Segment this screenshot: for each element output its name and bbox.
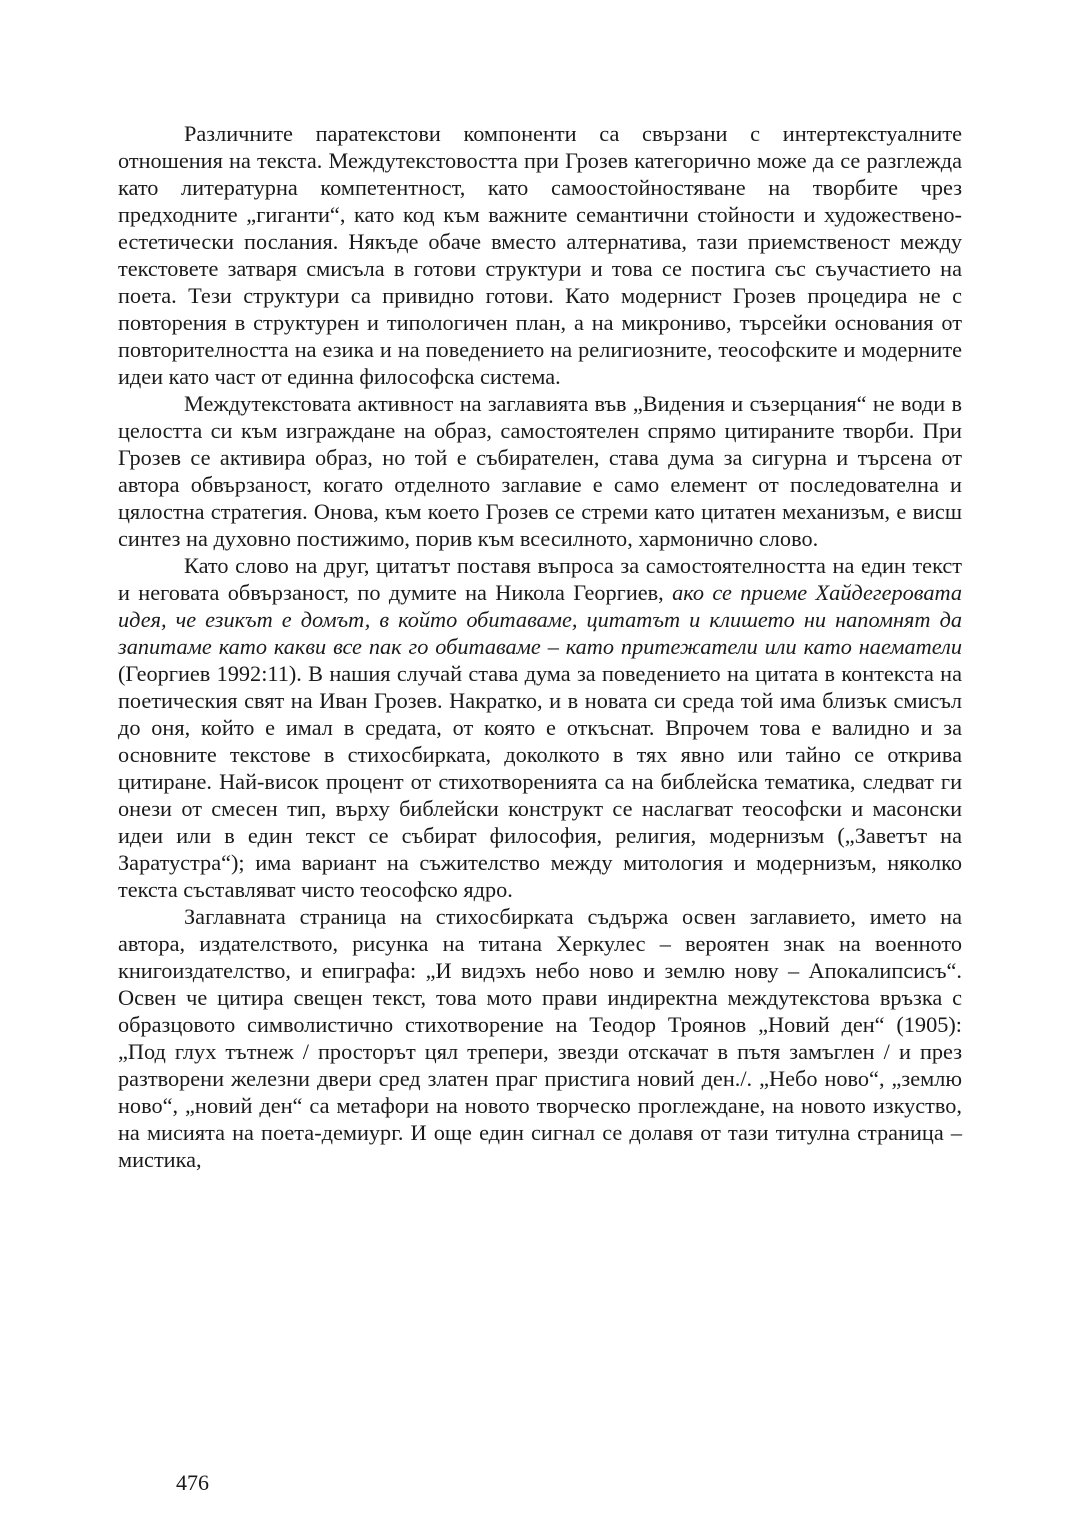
paragraph-1-text: Различните паратекстови компоненти са свързани с интертекстуалните отношения на текста. Междутекстовостта при Грозев категорично може да се разглежда като литературна компетентност, като самоостойностяване на творбите чрез предходните „гиганти“, като код към важните семантични стойности и художествено-естетически послания. Някъде обаче вместо алтернатива, тази приемственост между текстовете затваря смисъла в готови структури и това се постига със съучастието на поета. Тези структури са привидно готови. Като модернист Грозев процедира не с повторения в структурен и типологичен план, а на микрониво, търсейки основания от повторителността на езика и на поведението на религиозните, теософските и модерните идеи като част от единна философска система. xyxy=(118,121,962,389)
paragraph-3-text-a: Като слово на друг, цитатът поставя въпроса за самостоятелността на един текст и неговата обвързаност, по думите на Никола Георгиев, xyxy=(118,553,962,605)
body-text xyxy=(118,120,962,1173)
paragraph-4-text: Заглавната страница на стихосбирката съдържа освен заглавието, името на автора, издателството, рисунка на титана Херкулес – вероятен знак на военното книгоиздателство, и епиграфа: „И видэхъ небо ново и землю нову – Апокалипсисъ“. Освен че цитира свещен текст, това мото прави индиректна междутекстова връзка с образцовото символистично стихотворение на Теодор Троянов „Новий ден“ (1905): „Под глух тътнеж / просторът цял трепери, звезди отскачат в пътя замъглен / и през разтворени железни двери сред златен праг пристига новий ден./. „Небо ново“, „землю ново“, „новий ден“ са метафори на новото творческо проглеждане, на новото изкуство, на мисията на поета-демиург. И още един сигнал се долавя от тази титулна страница – мистика, xyxy=(118,904,962,1172)
paragraph-3-text-b: (Георгиев 1992:11). В нашия случай става дума за поведението на цитата в контекста на поетическия свят на Иван Грозев. Накратко, и в новата си среда той има близък смисъл до оня, който е имал в средата, от която е откъснат. Впрочем това е валидно и за основните текстове в стихосбирката, доколкото в тях явно или тайно се открива цитиране. Най-висок процент от стихотворенията са на библейска тематика, следват ги онези от смесен тип, върху библейски конструкт се наслагват теософски и масонски идеи или в един текст се събират философия, религия, модернизъм („Заветът на Заратустра“); има вариант на съжителство между митология и модернизъм, няколко текста съставляват чисто теософско ядро. xyxy=(118,661,962,902)
paragraph-3 xyxy=(118,552,962,903)
page-number: 476 xyxy=(176,1470,209,1495)
paragraph-4 xyxy=(118,903,962,1173)
paragraph-2 xyxy=(118,390,962,552)
paragraph-1 xyxy=(118,120,962,390)
paragraph-3-quote: ако се приеме Хайдегеровата идея, че езикът е домът, в който обитаваме, цитатът и клишето ни напомнят да запитаме като какви все пак го обитаваме – като притежатели или като наематели xyxy=(118,580,963,659)
paragraph-2-text: Междутекстовата активност на заглавията във „Видения и съзерцания“ не води в целостта си към изграждане на образ, самостоятелен спрямо цитираните творби. При Грозев се активира образ, но той е събирателен, става дума за сигурна и търсена от автора обвързаност, когато отделното заглавие е само елемент от последователна и цялостна стратегия. Онова, към което Грозев се стреми като цитатен механизъм, е висш синтез на духовно постижимо, порив към всесилното, хармонично слово. xyxy=(118,391,962,551)
